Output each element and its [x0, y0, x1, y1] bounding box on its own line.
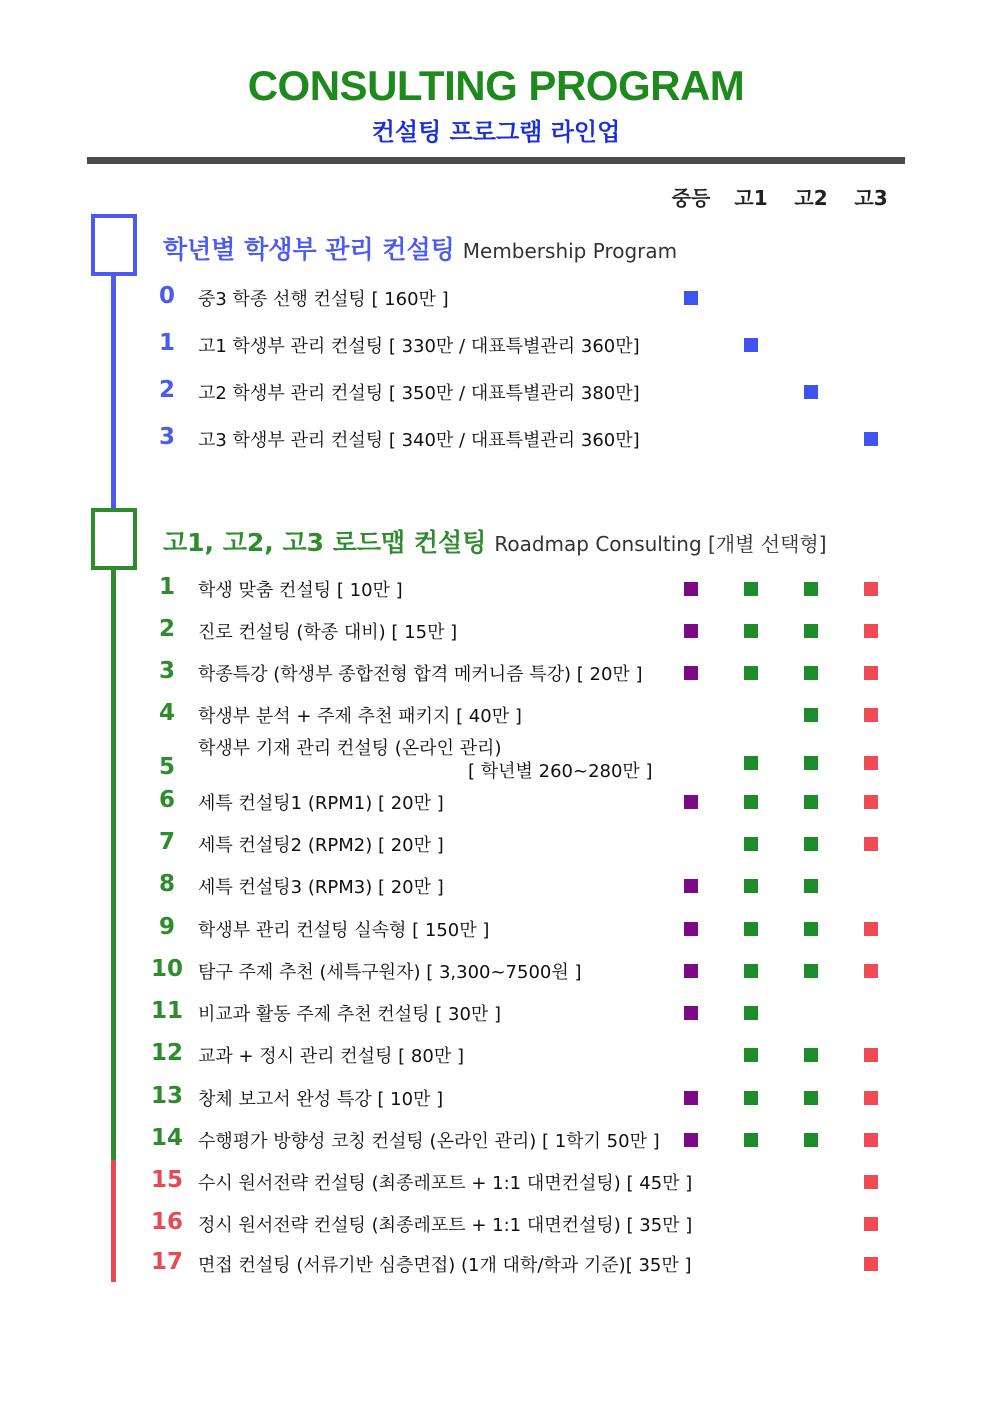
membership-title-text: 학년별 학생부 관리 컨설팅	[163, 235, 455, 264]
grade-mark-g3	[864, 432, 878, 446]
item-number: 13	[150, 1083, 183, 1109]
roadmap-item	[0, 956, 992, 986]
item-number: 1	[158, 574, 175, 600]
grade-mark-g3	[864, 1091, 878, 1105]
grade-mark-middle	[684, 666, 698, 680]
grade-mark-g1	[744, 582, 758, 596]
item-label: 교과 + 정시 관리 컨설팅 [ 80만 ]	[198, 1046, 464, 1067]
grade-mark-g3	[864, 1133, 878, 1147]
grade-mark-middle	[684, 1133, 698, 1147]
grade-mark-g3	[864, 795, 878, 809]
grade-mark-g2	[804, 1048, 818, 1062]
item-label: 면접 컨설팅 (서류기반 심층면접) (1개 대학/학과 기준)[ 35만 ]	[198, 1255, 692, 1276]
grade-mark-g1	[744, 1048, 758, 1062]
roadmap-item	[0, 1209, 992, 1239]
page-title: CONSULTING PROGRAM	[247, 62, 745, 109]
item-label: 탐구 주제 추천 (세특구원자) [ 3,300~7500원 ]	[198, 962, 582, 983]
roadmap-item	[0, 574, 992, 604]
roadmap-item	[0, 658, 992, 688]
grade-mark-middle	[684, 964, 698, 978]
grade-mark-g1	[744, 338, 758, 352]
grade-mark-g3	[864, 1257, 878, 1271]
membership-section-box	[91, 214, 137, 276]
grade-mark-g1	[744, 756, 758, 770]
item-label: 중3 학종 선행 컨설팅 [ 160만 ]	[198, 289, 449, 310]
roadmap-section-box	[91, 508, 137, 570]
grade-mark-g3	[864, 666, 878, 680]
column-header-middle: 중등	[671, 186, 711, 210]
item-number: 5	[158, 754, 175, 780]
item-label: 학생부 기재 관리 컨설팅 (온라인 관리)	[198, 738, 502, 759]
grade-mark-middle	[684, 1091, 698, 1105]
grade-mark-middle	[684, 922, 698, 936]
grade-mark-g3	[864, 624, 878, 638]
roadmap-item	[0, 998, 992, 1028]
item-label: 정시 원서전략 컨설팅 (최종레포트 + 1:1 대면컨설팅) [ 35만 ]	[198, 1215, 693, 1236]
grade-mark-g2	[804, 837, 818, 851]
membership-item	[0, 377, 992, 407]
grade-mark-g2	[804, 385, 818, 399]
roadmap-item	[0, 1040, 992, 1070]
column-header-g2: 고2	[794, 186, 828, 210]
item-label: 학생부 분석 + 주제 추천 패키지 [ 40만 ]	[198, 706, 522, 727]
grade-mark-g2	[804, 1133, 818, 1147]
column-headers	[0, 182, 992, 212]
grade-mark-g3	[864, 708, 878, 722]
grade-mark-g3	[864, 756, 878, 770]
item-label: 창체 보고서 완성 특강 [ 10만 ]	[198, 1089, 444, 1110]
item-label: 고2 학생부 관리 컨설팅 [ 350만 / 대표특별관리 380만]	[198, 383, 640, 404]
grade-mark-g2	[804, 964, 818, 978]
grade-mark-g2	[804, 624, 818, 638]
grade-mark-middle	[684, 582, 698, 596]
grade-mark-middle	[684, 879, 698, 893]
item-number: 12	[150, 1040, 183, 1066]
grade-mark-g3	[864, 922, 878, 936]
roadmap-item	[0, 787, 992, 817]
grade-mark-g1	[744, 1006, 758, 1020]
item-number: 6	[158, 787, 175, 813]
item-number: 3	[158, 424, 175, 450]
roadmap-item	[0, 700, 992, 730]
grade-mark-g1	[744, 837, 758, 851]
roadmap-item	[0, 1125, 992, 1155]
grade-mark-g2	[804, 795, 818, 809]
grade-mark-middle	[684, 795, 698, 809]
grade-mark-g1	[744, 879, 758, 893]
roadmap-item	[0, 1249, 992, 1279]
membership-item	[0, 424, 992, 454]
item-number: 15	[150, 1167, 183, 1193]
grade-mark-g2	[804, 582, 818, 596]
item-number: 3	[158, 658, 175, 684]
item-label: 고1 학생부 관리 컨설팅 [ 330만 / 대표특별관리 360만]	[198, 336, 640, 357]
header-rule	[87, 157, 905, 164]
roadmap-timeline	[111, 566, 116, 1160]
item-number: 1	[158, 330, 175, 356]
item-label: 수시 원서전략 컨설팅 (최종레포트 + 1:1 대면컨설팅) [ 45만 ]	[198, 1173, 693, 1194]
membership-item	[0, 330, 992, 360]
roadmap-item	[0, 871, 992, 901]
item-label-price: [ 학년별 260~280만 ]	[468, 761, 653, 782]
grade-mark-g3	[864, 1175, 878, 1189]
item-number: 16	[150, 1209, 183, 1235]
roadmap-item	[0, 738, 992, 782]
roadmap-item	[0, 616, 992, 646]
roadmap-section-title	[163, 523, 827, 559]
roadmap-item	[0, 914, 992, 944]
grade-mark-middle	[684, 624, 698, 638]
grade-mark-g2	[804, 708, 818, 722]
grade-mark-g1	[744, 1091, 758, 1105]
grade-mark-g1	[744, 795, 758, 809]
item-number: 11	[150, 998, 183, 1024]
item-number: 9	[158, 914, 175, 940]
membership-item	[0, 283, 992, 313]
grade-mark-g2	[804, 666, 818, 680]
item-number: 14	[150, 1125, 183, 1151]
item-number: 8	[158, 871, 175, 897]
item-label: 세특 컨설팅2 (RPM2) [ 20만 ]	[198, 835, 444, 856]
grade-mark-g2	[804, 756, 818, 770]
grade-mark-g3	[864, 837, 878, 851]
grade-mark-g2	[804, 879, 818, 893]
grade-mark-middle	[684, 291, 698, 305]
roadmap-item	[0, 829, 992, 859]
item-label: 학생부 관리 컨설팅 실속형 [ 150만 ]	[198, 920, 490, 941]
grade-mark-g1	[744, 964, 758, 978]
item-label: 세특 컨설팅1 (RPM1) [ 20만 ]	[198, 793, 444, 814]
item-number: 10	[150, 956, 183, 982]
item-number: 2	[158, 377, 175, 403]
item-label: 세특 컨설팅3 (RPM3) [ 20만 ]	[198, 877, 444, 898]
grade-mark-g1	[744, 666, 758, 680]
grade-mark-middle	[684, 1006, 698, 1020]
page-subtitle: 컨설팅 프로그램 라인업	[371, 118, 621, 146]
column-header-g3: 고3	[854, 186, 888, 210]
item-label: 학종특강 (학생부 종합전형 합격 메커니즘 특강) [ 20만 ]	[198, 664, 643, 685]
roadmap-item	[0, 1083, 992, 1113]
grade-mark-g2	[804, 922, 818, 936]
grade-mark-g2	[804, 1091, 818, 1105]
grade-mark-g3	[864, 582, 878, 596]
column-header-g1: 고1	[734, 186, 768, 210]
grade-mark-g1	[744, 1133, 758, 1147]
item-label: 수행평가 방향성 코칭 컨설팅 (온라인 관리) [ 1학기 50만 ]	[198, 1131, 660, 1152]
membership-title-en: Membership Program	[462, 239, 678, 263]
grade-mark-g3	[864, 1217, 878, 1231]
item-number: 7	[158, 829, 175, 855]
item-label: 비교과 활동 주제 추천 컨설팅 [ 30만 ]	[198, 1004, 502, 1025]
item-label: 진로 컨설팅 (학종 대비) [ 15만 ]	[198, 622, 458, 643]
roadmap-title-en: Roadmap Consulting [개별 선택형]	[494, 532, 827, 556]
item-number: 17	[150, 1249, 183, 1275]
item-label: 고3 학생부 관리 컨설팅 [ 340만 / 대표특별관리 360만]	[198, 430, 640, 451]
item-number: 0	[158, 283, 175, 309]
membership-section-title	[163, 230, 677, 266]
grade-mark-g1	[744, 624, 758, 638]
item-number: 2	[158, 616, 175, 642]
grade-mark-g1	[744, 922, 758, 936]
roadmap-title-text: 고1, 고2, 고3 로드맵 컨설팅	[163, 528, 487, 557]
grade-mark-g3	[864, 1048, 878, 1062]
roadmap-item	[0, 1167, 992, 1197]
grade-mark-g3	[864, 964, 878, 978]
item-label: 학생 맞춤 컨설팅 [ 10만 ]	[198, 580, 403, 601]
item-number: 4	[158, 700, 175, 726]
